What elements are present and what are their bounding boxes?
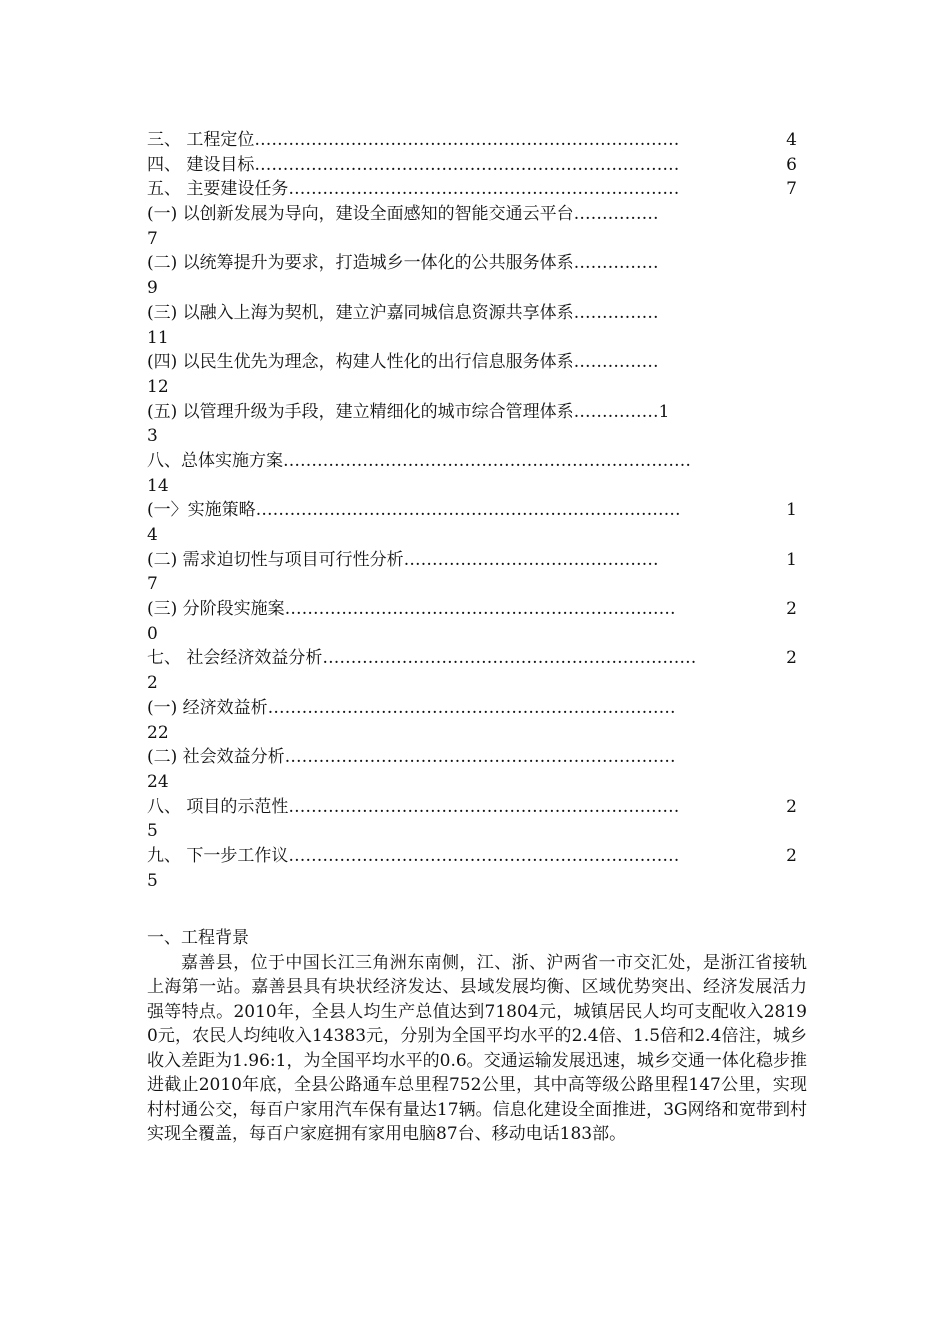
- toc-entry-page: 6: [786, 154, 797, 175]
- toc-entry-continuation: [147, 326, 807, 351]
- toc-entry: [147, 301, 807, 326]
- toc-entry-page: 4: [147, 525, 158, 545]
- toc-entry-continuation: [147, 721, 807, 746]
- toc-entry: [147, 745, 807, 770]
- toc-entry-text: 九、 下一步工作议……………………………………………………………: [147, 845, 680, 866]
- toc-entry-text: (四) 以民生优先为理念，构建人性化的出行信息服务体系……………: [147, 352, 659, 373]
- toc-entry-text: 三、 工程定位…………………………………………………………………: [147, 130, 680, 150]
- toc-entry-continuation: [147, 572, 807, 597]
- toc-entry-continuation: [147, 276, 807, 301]
- toc-entry-text: (二) 社会效益分析……………………………………………………………: [147, 747, 676, 768]
- toc-entry-page: 1: [786, 549, 797, 570]
- toc-entry-text: (一) 以创新发展为导向，建设全面感知的智能交通云平台……………: [147, 204, 659, 225]
- toc-entry-continuation: [147, 474, 807, 499]
- toc-entry-page: 14: [147, 475, 169, 496]
- toc-entry-text: (五) 以管理升级为手段，建立精细化的城市综合管理体系……………1: [147, 401, 670, 422]
- section-heading: 一、工程背景: [147, 928, 249, 948]
- toc-entry: [147, 548, 807, 573]
- toc-entry-page: 2: [786, 796, 797, 817]
- toc-entry-page: 12: [147, 376, 169, 397]
- toc-entry-text: (三) 以融入上海为契机，建立沪嘉同城信息资源共享体系……………: [147, 302, 659, 323]
- toc-entry: [147, 202, 807, 227]
- toc-entry: [147, 153, 807, 178]
- toc-entry-continuation: [147, 424, 807, 449]
- toc-entry: [147, 795, 807, 820]
- toc-entry-continuation: [147, 375, 807, 400]
- toc-entry-text: 四、 建设目标…………………………………………………………………: [147, 154, 680, 175]
- toc-entry-text: (三) 分阶段实施案……………………………………………………………: [147, 599, 676, 620]
- toc-entry-page: 2: [786, 648, 797, 669]
- toc-entry-continuation: [147, 622, 807, 647]
- toc-entry: [147, 696, 807, 721]
- section-background: [147, 926, 807, 1147]
- toc-entry: [147, 350, 807, 375]
- toc-entry-text: 五、 主要建设任务……………………………………………………………: [147, 179, 680, 200]
- toc-entry: [147, 128, 807, 153]
- toc-entry-page: 24: [147, 771, 169, 792]
- toc-entry-continuation: [147, 227, 807, 252]
- toc-entry-text: 八、 项目的示范性……………………………………………………………: [147, 796, 680, 817]
- toc-entry-page: 7: [147, 574, 158, 595]
- toc-entry-text: (一〉实施策略…………………………………………………………………: [147, 500, 681, 521]
- toc-entry: [147, 498, 807, 523]
- body-paragraph: 嘉善县，位于中国长江三角洲东南侧，江、浙、沪两省一市交汇处，是浙江省接轨上海第一站。嘉善县具有块状经济发达、县域发展均衡、区域优势突出、经济发展活力强等特点。2010年，全县人均生产总值达到71804元，城镇居民人均可支配收入28190元，农民人均纯收入14383元，分别为全国平均水平的2.4倍、1.5倍和2.4倍注，城乡收入差距为1.96:1，为全国平均水平的0.6。交通运输发展迅速，城乡交通一体化稳步推进截止2010年底，全县公路通车总里程752公里，其中高等级公路里程147公里，实现村村通公交，每百户家用汽车保有量达17辆。信息化建设全面推进，3G网络和宽带到村实现全覆盖，每百户家庭拥有家用电脑87台、移动电话183部。: [147, 952, 807, 1144]
- toc-entry: [147, 449, 807, 474]
- toc-entry: [147, 597, 807, 622]
- toc-entry: [147, 844, 807, 869]
- toc-entry-page: 2: [786, 845, 797, 866]
- toc-entry-page: 22: [147, 722, 169, 743]
- toc-entry-text: (二) 需求迫切性与项目可行性分析………………………………………: [147, 549, 659, 570]
- toc-entry-continuation: [147, 869, 807, 894]
- toc-entry: [147, 251, 807, 276]
- toc-entry-page: 0: [147, 623, 158, 644]
- toc-entry-page: 7: [786, 179, 797, 200]
- toc-entry-continuation: [147, 671, 807, 696]
- toc-entry-page: 9: [147, 278, 158, 299]
- toc-entry-page: 5: [147, 870, 158, 891]
- toc-entry-page: 11: [147, 327, 169, 348]
- table-of-contents: [147, 128, 807, 893]
- toc-entry-page: 2: [786, 599, 797, 620]
- toc-entry: [147, 646, 807, 671]
- toc-entry-page: 2: [147, 673, 158, 694]
- toc-entry-page: 5: [147, 821, 158, 842]
- toc-entry: [147, 177, 807, 202]
- toc-entry-text: (二) 以统筹提升为要求，打造城乡一体化的公共服务体系……………: [147, 253, 659, 274]
- toc-entry-page: 4: [786, 130, 797, 150]
- toc-entry-continuation: [147, 819, 807, 844]
- toc-entry-continuation: [147, 523, 807, 548]
- toc-entry-continuation: [147, 770, 807, 795]
- toc-entry-page: 1: [786, 500, 797, 521]
- toc-entry-page: 3: [147, 426, 158, 447]
- toc-entry-page: 7: [147, 228, 158, 249]
- toc-entry: [147, 400, 807, 425]
- toc-entry-text: (一) 经济效益析………………………………………………………………: [147, 697, 676, 718]
- toc-entry-text: 七、 社会经济效益分析…………………………………………………………: [147, 648, 697, 669]
- toc-entry-text: 八、总体实施方案………………………………………………………………: [147, 450, 691, 471]
